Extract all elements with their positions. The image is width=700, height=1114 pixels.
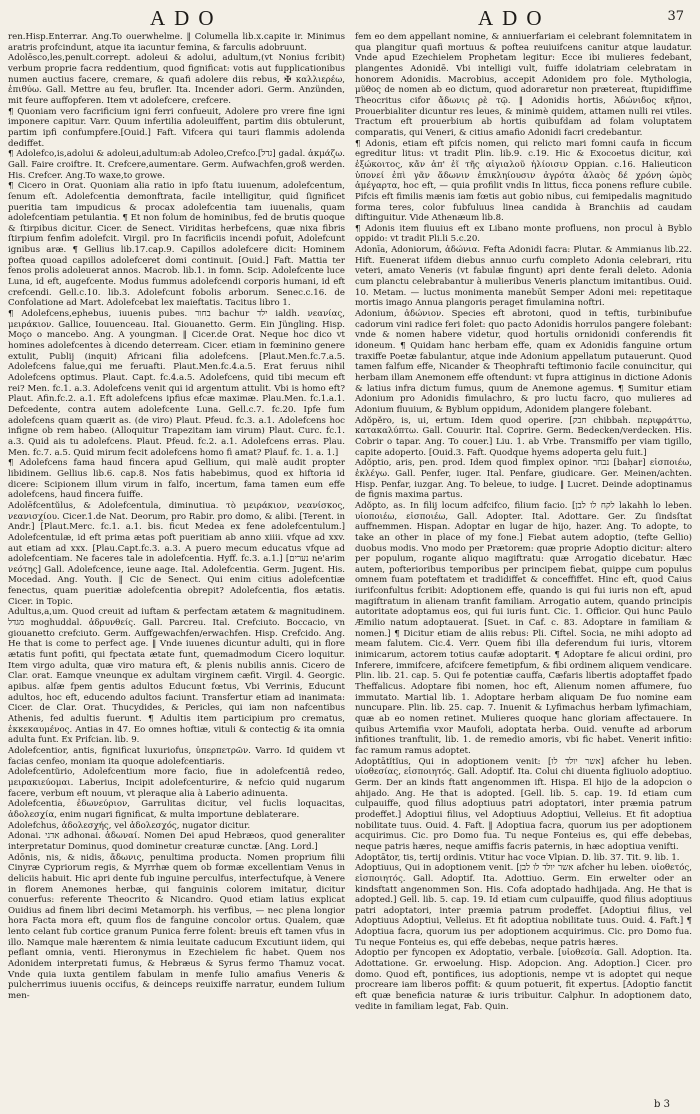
entry-paragraph: Adonium, ἀδώνιον. Species eft abrotoni, quod in teftis, turbinibufue cadorum vini radice feri folet: quo pacto Adonidis horrulos pangere folebant: vnde & nomen habere videtur, quod hortulis ornidonidi conferendis fit idoneum. ¶ Quidam hanc herbam effe, quam ex Adonidis fanguine ortum traxiffe Poetæ fabulantur, atque inde Adonium appellatum putauerunt. Quod tamen falfum effe, Nicander & Theophrafti teftimonio facile conuincitur, qui herbam illam Anemonem effe oftendunt: vt fupra attiginus in dictione Adonis & latius infra dictum fumus, quum de Anemone agemus. ¶ Sumitur etiam Adonium pro Adonidis fimulachro, & pro luctu facro, quo mulieres ad Adonium fluuium, & Byblum oppidum, Adonidem plangere folebant. (355, 309, 692, 415)
entry-paragraph: Adonīa, Adoniorum, ἀδώνια. Fefta Adonidi facra: Plutar. & Ammianus lib.22. Hift. Euenerat iifdem diebus annuo curfu completo Adonia celebrari, ritu veteri, amato Veneris (vt fabulæ fingunt) apri dente ferali deleto. Adonia cum planctu celebrabantur à mulieribus Veneris planctum imitantibus. Ouid. 10. Metam. — luctus monimenta manebūt Semper Adoni mei: repetitaque mortis imago Annua plangoris peraget fimulamina noftri. (355, 245, 692, 309)
entry-paragraph: Adolefcentŭrio, Adolefcentium more facio, fiue in adolefcentiâ redeo, μειρακιεύομαι. Laberius, Incipit adolefcenturire, & nefcio quid nugarum facere, verbum eft nouum, vt pleraque alia à Laberio adinuenta. (8, 767, 345, 799)
entry-paragraph: ¶ Adolefcens fama haud fincera apud Gellium, qui malè audit propter libidinem. Gellius lib.6. cap.8. Nos fatis habebimus, quod ex hiftoria id dicere: Scipionem illum virum in falfo, incertum, fama tamen eum effe adolefcens, haud fincera fuiffe. (8, 458, 345, 501)
entry-paragraph: ¶ Cicero in Orat. Quoniam alia ratio in ipfo ſtatu iuuenum, adolefcentum, ſenum eſt. Adolefcentia demonftrata, facile intelligitur, quid ſignificet pueritia tam impudicus & procax adolefcentia tam iuuenalis, quam adolefcentiam petulantia. ¶ Et non folum de hominibus, fed de brutis quoque & ſtirpibus dicitur. Cicer. de Senect. Viriditas herbefcens, quæ nixa fibris ſtirpium fenfim adolefcit. Virgil. pro In facrificiis incendi pofuit, Adolefcunt ignibus aræ. ¶ Gellius lib.17.cap.9. Capillos adolefcere dicit: Hominem poftea quoad capillos adolefceret domi continuit. [Ouid.] Faft. Mattia ter fenos prolis adoleuerat annos. Macrob. lib.1. in fomn. Scip. Adolefcente luce Luna, id eft, augefcente. Modus fummus adolefcendi corporis humani, id eft crefcendi. Gell.c.10. lib.3. Adolefcunt fobolis arborum. Senec.c.16. de Confolatione ad Mart. Adolefcebat lex maieftatis. Tacitus libro 1. (8, 181, 345, 309)
entry-paragraph: ¶ Adonis item fluuius eft ex Libano monte profluens, non procul à Byblo oppido: vt tradit Pli.li 5.c.20. (355, 223, 692, 245)
entry-paragraph: ¶ Quoniam vero facrificium igni ferri confueuit, Adolere pro vrere fine igni imponere capitur. Varr. Quum infertilia adoleuiffent, partim diis obtulerunt, partim ipfi confumpfere.[Ouid.] Faft. Vifcera qui tauri flammis adolenda dediffet. (8, 106, 345, 149)
entry-paragraph: Adolēfcentŭlus, & Adolefcentula, diminutiua. τὸ μειράκιον, νεανίσκος, νεανισχίου. Cicer.1.de Nat. Deorum, pro Rabir. pro domo, & alibi. [Terent. in Andr.] [Plaut.Merc. fc.1. a.1. bis. ficut Medea ex fene adolefcentulum.] Adolefcentulæ, id eft prima ætas poft pueritiam ab anno xiiii. vfque ad xxv. aut etiam ad xxx. [Plau.Capt.fc.3. a.3. A puero mecum educatus vfque ad adolefcentiam. Ne faceres tale in adolefcentia. Hyff. fc.3. a.1.] [נערים ne'arim νεότης] Gall. Adolefcence, ieune aage. Ital. Adolefcentia. Germ. Jugent. His. Mocedad. Ang. Youth. ‖ Cic de Senect. Qui enim citius adolefcentiæ fenectus, quam pueritiæ adolefcentia obrepit? Adolefcentia, flos ætatis. Cicer. in Topic. (8, 500, 346, 607)
entry-paragraph: Adoptio per fyncopen ex Adoptatio, verbale. [υἱοθεσία. Gall. Adoption. Ita. Adottatione. Gr. erwoelung. Hisp. Adopcion. Ang. Adoption.] Cicer. pro domo. Quod eft, pontifices, ius adoptionis, nempe vt is adoptet qui neque procreare iam liberos poffit: & quum potuerit, fit expertus. [Adoptio fanctit eft quæ beneficia naturæ & iuris tribuitur. Calphur. In adoptionem dato, vedite in familiam legat, Fab. Quin. (355, 948, 692, 1012)
printer-signature: b 3 (654, 1099, 670, 1110)
entry-paragraph: Adoptātor, tis, tertij ordinis. Vtitur hac voce Vlpian. D. lib. 37. Tit. 9. lib. 1. (355, 852, 680, 863)
entry-paragraph: Adolefcentia, ἐδωνεύριον, Garrulitas dicitur, vel fuclis loquacitas, ἀδολεσχία, enim nugari fignificat, & multa importune deblaterare. (8, 799, 345, 820)
entry-paragraph: Adolefcentior, antis, fignificat luxuriofus, ὑπερπετρῶν. Varro. Id quidem vt facias cenfeo, moniam ita quoque adolefcentiaris. (8, 745, 345, 767)
entry-paragraph: ¶ Adolefco,is,adolui & adoleui,adultum:ab Adoleo,Crefco.[גדל] gadal. ἀκμάζω. Gall. Faire croiftre. It. Crefcere,aumentare. Germ. Aufwachfen,groß werden. His. Crefcer. Ang.To waxe,to growe. (8, 149, 345, 181)
entry-paragraph: ¶ Adolefcens,ephebus, iuuenis pubes. בחור bachur ילד ialdh. νεανίας, μειράκιον. Gallice, Iouuenceau. Ital. Giouanetto. Germ. Ein Jüngling. Hisp. Moço o mancebo. Ang. A youngman. ‖ Cicer.de Orat. Neque hoc dico vt homines adolefcentes à dicendo deterream. Cicer. etiam in fœminino genere extulit, Publij (inquit) Africani filia adolefcens. [Plaut.Men.fc.7.a.5. Adolefcens falue,qui me feruafti. Plaut.Men.fc.4.a.5. Erat feruus nihil Adolefcens optimus. Plaut. Capt. fc.4.a.5. Adolefcens, quid tibi mecum eft rei? Men. fc.1. a.3. Adolefcens venit qui id argentum attulit. Vbi is homo eft? Plaut. Afin.fc.2. a.1. Eft adolefcens ipfius efcæ maximæ. Plau.Men. fc.1.a.1. Defcedente, contra autem adolefcente Luna. Gell.c.7. fc.20. Ipfe fum adolefcens quam quærit as. (de viro) Plaut. Pfeud. fc.3. a.1. Adolefcens hoc infigne ob rem habeo. (Alloquitur Trapezitam iam virum) Plaut. Curc. fc.1. a.3. Quid ais tu adolefcens. Plaut. Pfeud. fc.2. a.1. Adolefcens erras. Plau. Men. fc.7. a.5. Quid mirum fecit adolefcens homo fi amat? Plauf. fc. 1. a. 1.] (8, 309, 345, 458)
page-number: 37 (667, 9, 684, 24)
two-column-body (8, 32, 692, 1012)
entry-paragraph: Adŏpto, as. In filij locum adfcifco, filium facio. [לקח לו לבן lakahh lo leben. υἱοποιέω, εἰσποιέω, Gall. Adopter. Ital. Adottare. Ger. Zu ſindsſtat auffnemmen. Hispan. Adoptar en lugar de hijo, hazer. Ang. To adopte, to take an other in place of my fone.] Fiebat autem adoptio, (tefte Gellio) duobus modis. Vno modo per Prætorem: quæ proprie Adoptio dicitur: altero per populum, rogante aliquo magiftratu: quæ Arrogatio dicebatur. Hæc autem, pofterioribus temporibus per principem fiebat, quippe cum populus omnem fuam poteftatem et tradidiffet & conceffiffet. Hinc eft, quod Caius iurifconfultus fcribit: Adoptionem effe, quando is qui fui iuris non eft, apud magiftratum in alienam tranfit familiam. Arrogatio autem, quando principis autoritate adoptamus eos, qui fui iuris funt. Cic. 1. Officior. Qui hunc Paulo Æmilio natum adoptauerat. [Suet. in Caf. c. 83. Adoptare in familiam & nomen.] ¶ Dicitur etiam de aliis rebus: Pli. Ciftel. Socia, ne mihi adopto ad meam falutem. Cic.4. Verr. Quem fibi illa deferendum fui iuris, vltorem inimicarum, actorem totius caufæ adoptarit. ¶ Adoptare fe alicui ordini, pro Inferere, immifcere, afcifcere femetipfum, & fibi ordinem aliquem vendicare. Plin. lib. 21. cap. 5. Qui fe potentiæ cauffa, Cæfaris libertis adoptaffet fpado Theffalicus. Adoptare fibi nomen, hoc eft, Alienum nomen affumere, fuo immutato. Martial lib. 1. Adoptare herbam aliquam De fuo nomine eam nuncupare. Plin. lib. 25. cap. 7. Inuenit & Lyfimachus herbam lyfimachiam, quæ ab eo nomen retinet. Mulieres quoque hanc gloriam affectauere. In quibus Artemifia vxor Maufoli, adoptata herba. Ouid. venufte ad arborum infitiones tranftulit, lib. 1. de remedio amoris, vbi fic habet. Venerit infitio: fac ramum ramus adoptet. (355, 500, 692, 756)
entry-paragraph: ren.Hisp.Enterrar. Ang.To ouerwhelme. ‖ Columella lib.x.capite ir. Minimus aratris profcindunt, atque ita iacuntur femina, & farculis adobruunt. (8, 32, 345, 53)
entry-paragraph: Adōnis, nis, & nidis, ἄδωνις, penultima producta. Nomen proprium filii Cinyræ Cypriorum regis, & Myrrhæ quem ob formæ excellentiam Venus in deliciis habuit. Hic apri dente fub inguine perculfus, interfectufque, à Venere in florem Anemones herbæ, qui fanguinis colorem imitatur, dicitur conuerfus: referente Theocrito & Nicandro. Quod etiam latius explicat Ouidius ad finem libri decimi Metamorph. his verfibus, — nec plena longior hora Facta mora eft, quum flos de fanguine concolor ortus. Qualem, quæ lento celant fub cortice granum Punica ferre folent: breuis eft tamen vfus in illo. Namque male hærentem & nimia leuitate caducum Excutiunt iidem, qui peflant omnia, venti. Hieronymus in Ezechielem fic habet. Quem nos Adonidem interpretati fumus, & Hebræus & Syrus fermo Thamuz vocat. Vnde quia iuxta gentilem fabulam in menfe Iulio amafius Veneris & pulcherrimus iuuenis occifus, & deinceps reuixiffe narratur, eundem Iulium men- (8, 852, 345, 1002)
entry-paragraph: Adolefchus, ἀδολεσχής, vel ἀδολεσχός, nugator dicitur. (8, 820, 251, 831)
entry-paragraph: Adultus,a,um. Quod creuit ad iuftam & perfectam ætatem & magnitudinem. מגדל moghuddal. ἀδρυνθείς. Gall. Parcreu. Ital. Crefciuto. Boccacio, vn giouanetto crefciuto. Germ. Auffgewachfen/erwachfen. Hisp. Crefcido. Ang. He that is come to perfect age. ‖ Vnde iuuenes dicuntur adulti, qui in flore ætatis funt pofiti, qui fpectata ætate funt, quemadmodum Cicero loquitur. Item virgo adulta, quæ viro matura eft, & plenis nubilis annis. Cicero de Clar. orat. Eamque vneunque ex adultam virginem cæfit. Virgil. 4. Georgic. apibus. alſæ fpem gentis adultos Educunt fœtus, Vbi Verrinis, Educunt adultos, hoc eft, educendo adultos faciunt. Transfertur etiam ad inanimata: Cicer. de Clar. Orat. Thucydides, & Pericles, qui iam non nafcentibus Athenis, fed adultis fuerunt. ¶ Adultis item participium pro crematus, ἐκκεκαυμένος. Antias in 47. Eo omnes hoftiæ, vituli & contectig & ita omnia adulta funt. Ex Prifcian. lib. 9. (8, 607, 345, 746)
entry-paragraph: Adolēsco,les,penult.corrept. adoleui & adolui, adultum,(vt Nonius fcribit) verbum proprie facra reddentium, quod fignificat: votis aut fupplicationibus numen auctius facere, cremare, & quafi adolere diis rebus, ✠ καλλιερέω, ἐπιθύω. Gall. Mettre au feu, brufler. Ita. Incender adori. Germ. Anzünden, mit feure auffopferen. Item vt adolefcere, crefcere. (8, 53, 345, 106)
right-running-head: ADO (478, 6, 551, 30)
entry-paragraph: Adŏpĕro, is, ui, ertum. Idem quod operire. [חבק chibbah. περιφράττω, κατακαλύπτω. Gall. Couurir. Ital. Coprire. Germ. Bedecken/verdecken. His. Cobrir o tapar. Ang. To couer.] Liu. 1. ab Vrbe. Transmiffo per viam tigillo, capite adoperto. [Ouid.3. Faft. Quodque hyems adoperta gelu fuit.] (355, 415, 692, 458)
right-column (355, 32, 692, 1012)
left-running-head: ADO (150, 6, 223, 30)
entry-paragraph: Adoptiuus, Qui in adoptionem venit. [אשר יולד לו לבן afcher hu leben. υἱοθετός, εἰσποιητός. Gall. Adoptif. Ita. Adottiuo. Germ. Ein erwelter oder an kindsftatt angenommen Son. His. Cofa adoptado hadhijada. Ang. He that is adopted.] Gell. lib. 5. cap. 19. Id etiam cum culpauiffe, quod filius adoptiuus patri adoptatori, inter præmia patrum prodeffet. [Adoptiui filius, vel Adoptiuus Adoptiui, Velleius. Et fit adoptiua nobilitate tuus. Ouid. 4. Faft.] ¶ Adoptiua facra, quorum ius per adoptionem acquirimus. Cic. pro Domo fua. Tu neque Fonteius es, qui effe debebas, neque patris hæres. (355, 863, 692, 948)
entry-paragraph: Adonai. אדני adhonai. ἀδωναί. Nomen Dei apud Hebræos, quod generaliter interpretatur Dominus, quod dominetur creaturæ cunctæ. [Ang. Lord.] (8, 831, 345, 852)
running-header (8, 6, 692, 32)
entry-paragraph: Adoptātĭtĭus, Qui in adoptionem venit: [אשר יולד לו] afcher hu leben. υἱοθεσίας, εἰσποιητός. Gall. Adoptif. Ita. Colui chi diuenta figliuolo adoptiuo. Germ. Der an kinds ftatt angenommen ift. Hispa. El hijo de la adopcion o ahijado. Ang. He that is adopted. [Gell. lib. 5. cap. 19. Id etiam cum culpauiffe, quod filius adoptiuus patri adoptatori, inter præmia patrum prodeffet.] Adoptiui filius, vel Adoptiuus Adoptiui, Velleius. Et fit adoptiua nobilitate tuus. Ouid. 4. Faft. ‖ Adoptiua facra, quorum ius per adoptionem acquirimus. Cic. pro Domo fua. Tu neque Fonteius es, qui effe debebas, neque patris hæres, neque amiffis facris paternis, in hæc adoptiua venifti. (355, 756, 692, 852)
entry-paragraph: Adŏptio, aris, pen. prod. Idem quod fimplex opinor. נבחר [baḥar] εἰσποιέω, ἐκλέγω. Gall. Penfer, iuger. Ital. Penfare, giudicare. Ger. Meinen/achten. Hisp. Penfar, iuzgar. Ang. To beleue, to iudge. ‖ Lucret. Deinde adoptinamus de fignis maxima partus. (355, 458, 692, 501)
left-column (8, 32, 345, 1012)
entry-paragraph: ¶ Adonis, etiam eft pifcis nomen, qui relicto mari fomni caufa in ficcum egreditur litus: vt tradit Plin. lib.9. c.19. Hic & Exocoetus dicitur, καὶ ἐξώκοιτος, κἄν ἀπ' ἑῖ τῆς αἰγιαλοῦ ἡλίοισιν Oppian. c.16. Halieuticon ὑπονεί ἐπὶ γᾶν ἄδωνιν ἐπικληίουσιν ἀγρότα ἀλαὸς δέ χρόνη ὠμὸς ἀμέγαρτα, hoc eft, — quia profilit vndis In littus, ficca ponens reflure cubile. Pifcis eft fimilis mænis iam fœtis aut gobio nibus, cui femipedalis magnitudo forma teres, color fubfuluus linea candida à Branchiis ad caudam diftinguitur. Vide Athenæum lib.8. (355, 138, 692, 224)
entry-paragraph: fem eo dem appellant nomine, & anniuerfariam ei celebrant folemnitatem in qua plangitur quafi mortuus & poftea reuiuifcens canitur atque laudatur. Vnde apud Ezechielem Prophetam legitur: Ecce ibi mulieres fedebant, plangentes Adonidē. Vbi intelligi vult, fuiffe idolatriam celebratam in honorem Adonidis. Macrobius, accepit Adonidem pro fole. Mythologia, μῦθος de nomen ab eo dictum, quod adoraretur non prætereat, ftupidiffime Theocritus cifor ἄδωνις ρὲ τῷ. ‖ Adonidis hortis, Ἀδώνιδος κῆποι, Prouerbialiter dicuntur res leues, & minimè quidem, attamen nulli rei vtiles. Tractum eft prouerbium ab hortis quibufdam ad folam voluptatem comparatis, qui Veneri, & citius amafio Adonidi facri credebantur. (355, 32, 692, 138)
